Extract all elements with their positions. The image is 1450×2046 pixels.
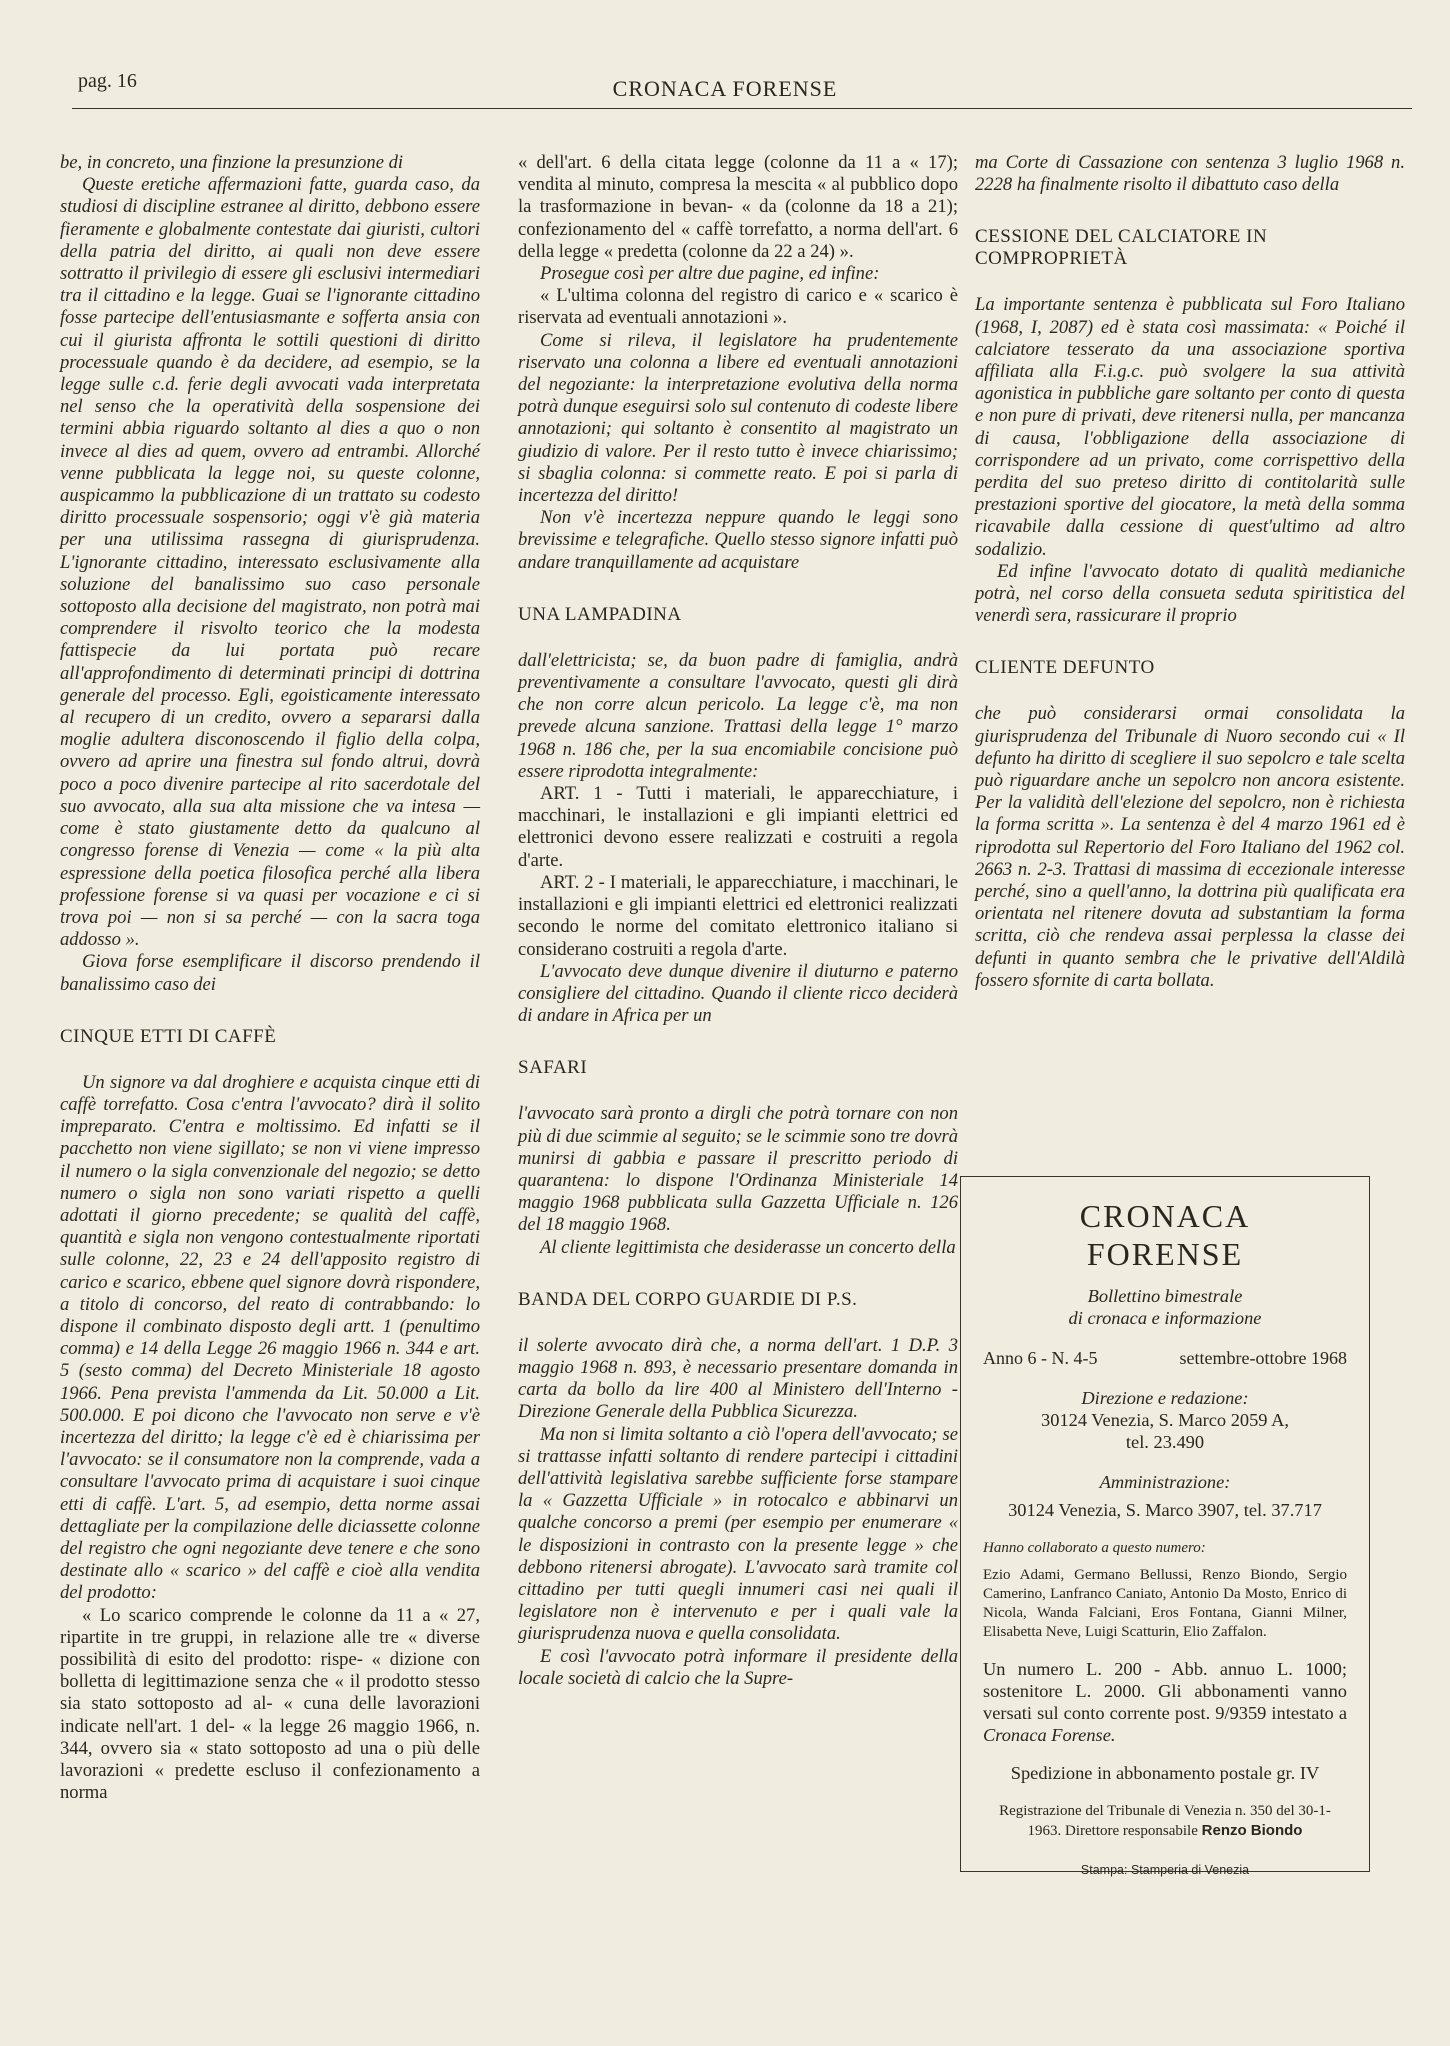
paragraph: La importante sentenza è pubblicata sul Foro Italiano (1968, I, 2087) ed è stata così massimata: « Poiché il calciatore tesserato da una associazione sportiva affiliata alla F.i.g.c. può svolgere la sua attività agonistica in pubbliche gare soltanto per conto di questa e non pure di privati, deve ritenersi nulla, per mancanza di causa, l'obbligazione della associazione di corrispondere ad un privato, come corrispettivo della perdita del suo preteso diritto di contitolarità sulle prestazioni sportive del giocatore, la metà della somma ricavabile dalla cessione di quest'ultimo ad altro sodalizio. [975,294,1405,560]
paragraph: il solerte avvocato dirà che, a norma dell'art. 1 D.P. 3 maggio 1968 n. 893, è necessario presentare domanda in carta da bollo da lire 400 al Ministero dell'Interno - Direzione Generale della Pubblica Sicurezza. [518,1334,958,1423]
section-heading-calciatore: CESSIONE DEL CALCIATORE IN COMPROPRIETÀ [975,226,1268,270]
editorial-label: Direzione e redazione: [1081,1388,1249,1408]
paragraph: Non v'è incertezza neppure quando le leggi sono brevissime e telegrafiche. Quello stesso signore infatti può andare tranquillamente ad acquistare [518,507,958,573]
column-3 [975,152,1405,992]
editorial-address: 30124 Venezia, S. Marco 2059 A, [1041,1410,1289,1430]
quoted-law: « L'ultima colonna del registro di carico e « scarico è riservata ad eventuali annotazioni ». [518,285,958,329]
registration-text: Registrazione del Tribunale di Venezia n. 350 del 30-1-1963. Direttore responsabile [999,1803,1331,1839]
pricing-info [983,1658,1347,1746]
printer-info: Stampa: Stamperia di Venezia [1080,1863,1250,1877]
quoted-law: « dell'art. 6 della citata legge (colonne da 11 a « 17); vendita al minuto, compresa la mescita « al pubblico dopo la trasformazione in bevan- « da (colonne da 18 a 21); confezionamento del « caffè torrefatto, a norma dell'art. 6 della legge « predetta (colonne da 22 a 24) ». [518,152,958,262]
postal-info: Spedizione in abbonamento postale gr. IV [1010,1763,1320,1783]
paragraph: l'avvocato sarà pronto a dirgli che potrà tornare con non più di due scimmie al seguito; se le scimmie sono tre dovrà munirsi di gabbia e passare il prescritto periodo di quarantena: lo dispone l'Ordinanza Ministeriale 14 maggio 1968 pubblicata sulla Gazzetta Ufficiale n. 126 del 18 maggio 1968. [518,1103,958,1236]
header-rule [72,108,1412,109]
director-name: Renzo Biondo [1201,1822,1303,1839]
masthead-box [960,1176,1370,1877]
issue-date: settembre-ottobre 1968 [1179,1348,1347,1368]
paragraph: E così l'avvocato potrà informare il presidente della locale società di calcio che la Supre- [518,1645,958,1689]
paragraph: Ma non si limita soltanto a ciò l'opera dell'avvocato; se si trattasse infatti soltanto di rendere partecipi i cittadini dell'attività legislativa sarebbe sufficiente forse stampare la « Gazzetta Ufficiale » in rotocalco e abbinarvi un qualche concorso a premi (per esempio per enumerare « le disposizioni in contrasto con la presente legge » che debbono ritenersi abrogate). L'avvocato sarà tramite col cittadino per tutti quegli innumeri casi nei quali il legislatore non è intervenuto e per i quali vale la giurisprudenza nuova e quella consolidata. [518,1423,958,1645]
paragraph: L'avvocato deve dunque divenire il diuturno e paterno consigliere del cittadino. Quando il cliente ricco deciderà di andare in Africa per un [518,960,958,1027]
section-heading-caffe: CINQUE ETTI DI CAFFÈ [60,1025,277,1047]
column-1 [60,152,480,1804]
paragraph: Al cliente legittimista che desiderasse un concerto della [540,1236,956,1258]
contributors-list: Ezio Adami, Germano Bellussi, Renzo Biondo, Sergio Camerino, Lanfranco Caniato, Antonio Da Mosto, Enrico di Nicola, Wanda Falciani, Eros Fontana, Gianni Milner, Elisabetta Neve, Luigi Scatturin, Elio Zaffalon. [983,1567,1347,1640]
issue-number: Anno 6 - N. 4-5 [983,1348,1098,1368]
paragraph: Prosegue così per altre due pagine, ed infine: [540,263,880,285]
quoted-law: « Lo scarico comprende le colonne da 11 a « 27, ripartite in tre gruppi, in relazione alle tre « diverse possibilità di esito del prodotto: rispe- « dizione con bolletta di legittimazione senza che « il prodotto stesso sia stato sottoposto ad al- « cuna delle lavorazioni indicate nell'art. 1 del- « la legge 26 maggio 1966, n. 344, ovvero sia « stato sottoposto ad una o più delle lavorazioni « predette escluso il confezionamento a norma [60,1604,480,1804]
paragraph: Giova forse esemplificare il discorso prendendo il banalissimo caso dei [60,951,480,995]
paragraph: Queste eretiche affermazioni fatte, guarda caso, da studiosi di discipline estranee al diritto, debbono essere fieramente e globalmente contestate dai giuristi, cultori della patria del diritto, ai quali non deve essere sottratto il privilegio di essere gli esclusivi intermediari tra il cittadino e la legge. Guai se l'ignorante cittadino fosse partecipe dell'entusiasmante e sofferta ansia con cui il giurista affronta le sottili questioni di diritto processuale quando è da decidere, ad esempio, se la legge sulle c.d. ferie degli avvocati vada interpretata nel senso che la operatività della sospensione dei termini abbia riguardo soltanto al dies a quo o non invece al dies ad quem, ovvero ad entrambi. Allorché venne pubblicata la legge noi, su queste colonne, auspicammo la pubblicazione di un trattato su codesto diritto processuale sospensorio; oggi v'è già materia per una utilissima rassegna di giurisprudenza. L'ignorante cittadino, interessato esclusivamente alla soluzione del banalissimo suo caso personale sottoposto alla decisione del magistrato, non potrà mai comprendere il risvolto teorico che la modesta fattispecie da lui portata può recare all'approfondimento di determinati principi di dottrina generale del processo. Egli, egoisticamente interessato al recupero di un credito, ovvero a separarsi dalla moglie adultera disconoscendo il figlio della colpa, ovvero ad aprire una finestra sul fondo altrui, dovrà poco a poco divenire partecipe al rito sacerdotale del suo avvocato, alla sua alta missione che va intesa — come è stato giustamente detto da qualcuno al congresso forense di Venezia — come « la più alta espressione della poetica filosofica perché alla libera professione forense si va quasi per vocazione e ci si trova poi — non si sa perché — con la sacra toga addosso ». [60,174,480,951]
masthead-subtitle-line1: Bollettino bimestrale [1087,1286,1243,1306]
law-article-2: ART. 2 - I materiali, le apparecchiature, i macchinari, le installazioni e gli impianti elettrici ed elettronici realizzati secondo le norme del comitato elettronico italiano si considerano costruiti a regola d'arte. [518,871,958,960]
admin-label: Amministrazione: [1099,1472,1231,1492]
page-header [0,0,1450,120]
page-number: pag. 16 [78,70,137,92]
paragraph: Come si rileva, il legislatore ha prudentemente riservato una colonna a libere ed eventuali annotazioni del negoziante: la interpretazione evolutiva della norma potrà dunque eseguirsi solo sul contenuto di codeste libere annotazioni; qui soltanto è consentito al magistrato un giudizio di valore. Per il resto tutto è invece chiarissimo; si sbaglia colonna: si commette reato. E poi si parla di incertezza del diritto! [518,329,958,507]
section-heading-safari: SAFARI [518,1057,588,1079]
section-heading-defunto: CLIENTE DEFUNTO [975,657,1155,679]
paragraph: dall'elettricista; se, da buon padre di famiglia, andrà preventivamente a consultare l'avvocato, questi gli dirà che non corre alcun pericolo. La legge c'è, ma non prevede alcuna sanzione. Trattasi della legge 1° marzo 1968 n. 186 che, per la sua encomiabile concisione può essere riprodotta integralmente: [518,649,958,782]
column-2 [518,152,958,1690]
masthead-title-line2: FORENSE [1086,1236,1244,1272]
admin-address: 30124 Venezia, S. Marco 3907, tel. 37.717 [1008,1500,1322,1520]
paragraph: ma Corte di Cassazione con sentenza 3 luglio 1968 n. 2228 ha finalmente risolto il dibattuto caso della [975,152,1405,196]
pricing-text: Un numero L. 200 - Abb. annuo L. 1000; sostenitore L. 2000. Gli abbonamenti vanno versati sul conto corrente post. 9/9359 intestato a [983,1659,1347,1723]
paragraph: Ed infine l'avvocato dotato di qualità medianiche potrà, nel corso della consueta seduta spiritistica del venerdì sera, rassicurare il proprio [975,560,1405,627]
registration-info [983,1802,1347,1841]
running-title: CRONACA FORENSE [612,76,838,101]
contributors-label: Hanno collaborato a questo numero: [983,1540,1206,1556]
law-article-1: ART. 1 - Tutti i materiali, le apparecchiature, i macchinari, le installazioni e gli impianti elettrici ed elettronici devono essere realizzati e costruiti a regola d'arte. [518,783,958,871]
paragraph: be, in concreto, una finzione la presunzione di [60,152,404,173]
masthead-title-line1: CRONACA [1079,1198,1251,1234]
section-heading-banda: BANDA DEL CORPO GUARDIE DI P.S. [518,1288,858,1310]
masthead-subtitle-line2: di cronaca e informazione [1068,1308,1262,1328]
pricing-name: Cronaca Forense. [983,1725,1116,1745]
editorial-tel: tel. 23.490 [1125,1432,1205,1452]
paragraph: che può considerarsi ormai consolidata la giurisprudenza del Tribunale di Nuoro secondo cui « Il defunto ha diritto di scegliere il suo sepolcro e tale scelta può riguardare anche un sepolcro non ancora esistente. Per la validità dell'elezione del sepolcro, non è richiesta la forma scritta ». La sentenza è del 4 marzo 1961 ed è riprodotta sul Repertorio del Foro Italiano del 1962 col. 2663 n. 2-3. Trattasi di massima di eccezionale interesse perché, sino a quell'anno, la dottrina più qualificata era orientata nel ritenere dovuta ad substantiam la forma scritta, ciò che rendeva assai perplessa la classe dei defunti in quanto sembra che le privative dell'Aldilà fossero sfornite di carta bollata. [975,703,1405,991]
paragraph: Un signore va dal droghiere e acquista cinque etti di caffè torrefatto. Cosa c'entra l'avvocato? dirà il solito impreparato. C'entra e moltissimo. Ed infatti se il pacchetto non viene sigillato; se non vi viene impresso il numero o la sigla convenzionale del negozio; se detto numero o sigla non sono variati rispetto a quelli adottati il giorno precedente; se qualità del caffè, quantità e sigla non vengono contestualmente riportati sulle colonne, 22, 23 e 24 dell'apposito registro di carico e scarico, ebbene quel signore dovrà rispondere, a titolo di concorso, del reato di contrabbando: lo dispone il combinato disposto degli artt. 1 (penultimo comma) e 14 della Legge 26 maggio 1966 n. 344 e art. 5 (sesto comma) del Decreto Ministeriale 18 agosto 1966. Pena prevista l'ammenda da Lit. 50.000 a Lit. 500.000. E poi dicono che l'avvocato non serve e v'è incertezza del diritto; la legge c'è ed è chiarissima per l'avvocato: se il consumatore non la comprende, vada a consultare l'avvocato prima di acquistare i suoi cinque etti di caffè. L'art. 5, ad esempio, detta norme assai dettagliate per la compilazione delle diciassette colonne del registro che ogni negoziante deve tenere e che sono destinate allo « scarico » del caffè e cioè alla vendita del prodotto: [60,1071,480,1604]
section-heading-lampadina: UNA LAMPADINA [518,603,682,625]
issue-row [983,1347,1347,1369]
